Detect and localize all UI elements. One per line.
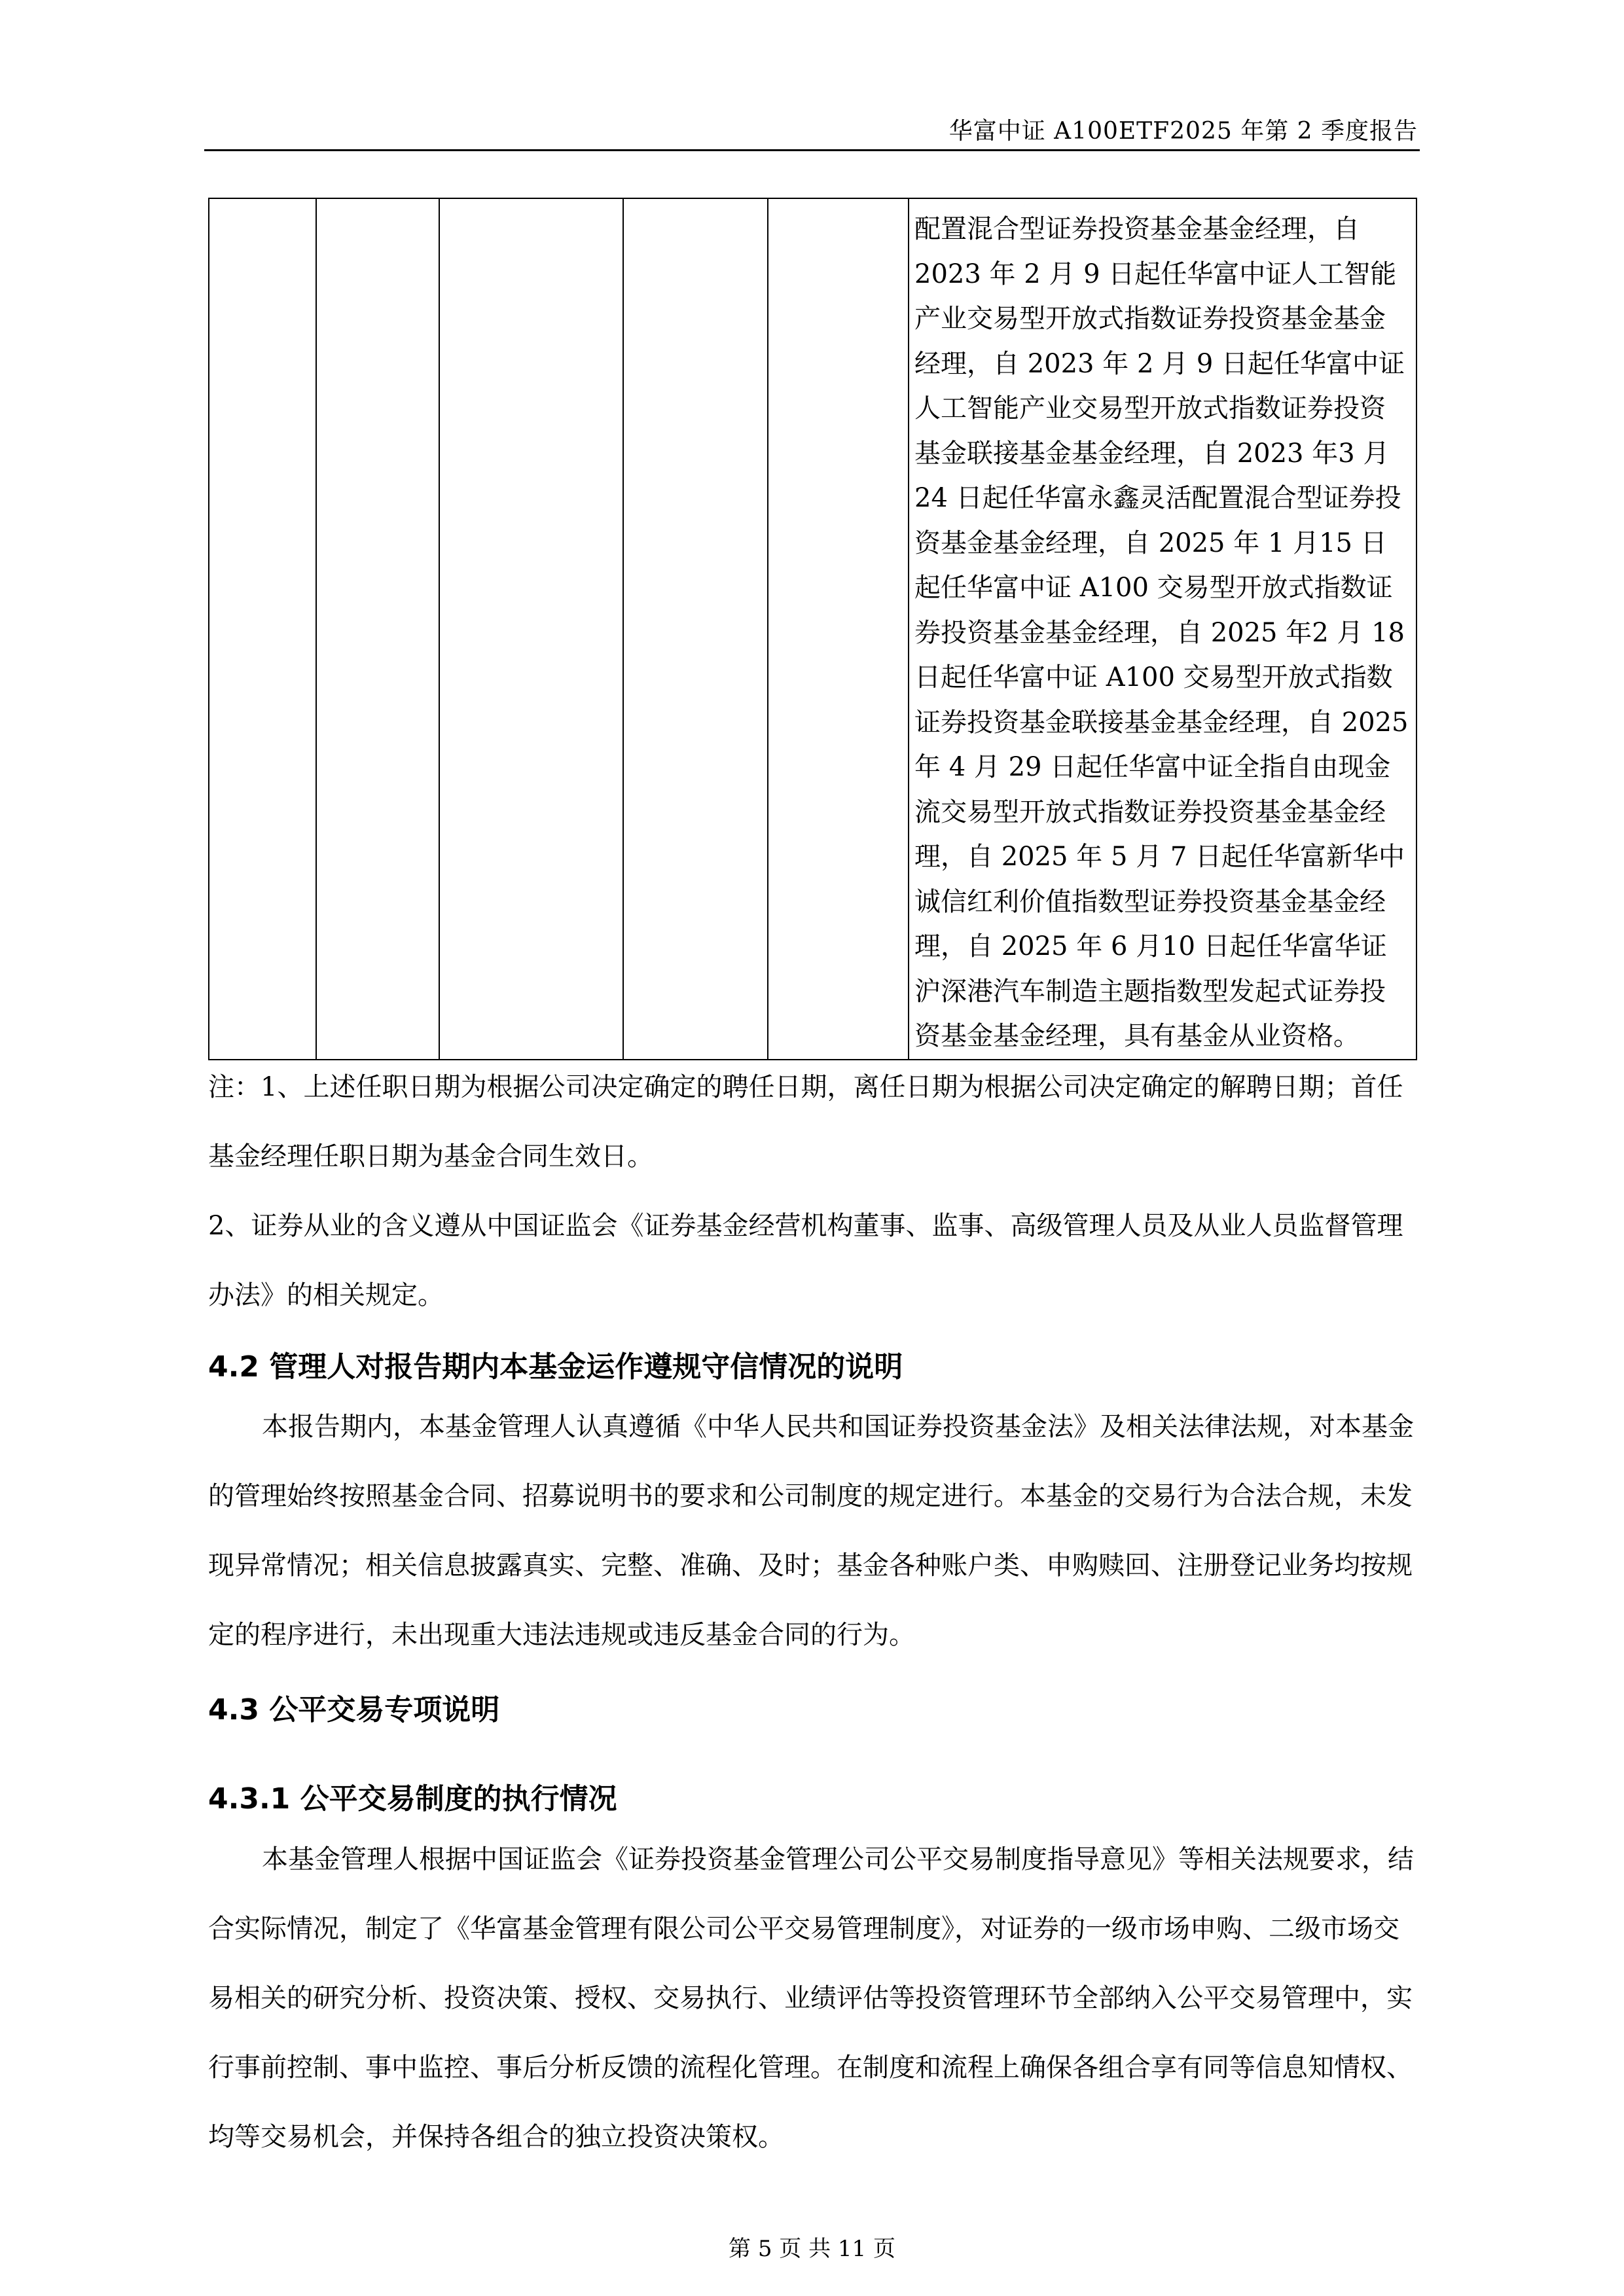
section-4-3-1-body-block xyxy=(208,1825,1416,2172)
header-rule xyxy=(204,149,1420,151)
table-notes xyxy=(208,1052,1416,1330)
fund-manager-table xyxy=(208,198,1417,1060)
section-4-3-heading: 4.3 公平交易专项说明 xyxy=(208,1693,500,1727)
section-4-2-body-block xyxy=(208,1392,1416,1670)
manager-description-text: 配置混合型证券投资基金基金经理，自2023 年 2 月 9 日起任华富中证人工智能产业交易型开放式指数证券投资基金基金经理，自 2023 年 2 月 9 日起任华富中证人工智能产业交易型开放式指数证券投资基金联接基金基金经理，自 2023 年3 月 24 日起任华富永鑫灵活配置混合型证券投资基金基金经理，自 2025 年 1 月15 日起任华富中证 A100 交易型开放式指数证券投资基金基金经理，自 2025 年2 月 18 日起任华富中证 A100 交易型开放式指数证券投资基金联接基金基金经理，自 2025 年 4 月 29 日起任华富中证全指自由现金流交易型开放式指数证券投资基金基金经理，自 2025 年 5 月 7 日起任华富新华中诚信红利价值指数型证券投资基金基金经理，自 2025 年 6 月10 日起任华富华证沪深港汽车制造主题指数型发起式证券投资基金基金经理，具有基金从业资格。 xyxy=(914,214,1409,1051)
table-cell-name xyxy=(209,198,316,1060)
table-cell-years xyxy=(768,198,909,1060)
note-2: 2、证券从业的含义遵从中国证监会《证券基金经营机构董事、监事、高级管理人员及从业人员监督管理办法》的相关规定。 xyxy=(208,1211,1403,1310)
section-4-2-heading: 4.2 管理人对报告期内本基金运作遵规守信情况的说明 xyxy=(208,1350,903,1384)
page-footer: 第 5 页 共 11 页 xyxy=(729,2236,895,2262)
report-header-title: 华富中证 A100ETF2025 年第 2 季度报告 xyxy=(948,118,1418,145)
section-4-2-body: 本报告期内，本基金管理人认真遵循《中华人民共和国证券投资基金法》及相关法律法规，对本基金的管理始终按照基金合同、招募说明书的要求和公司制度的规定进行。本基金的交易行为合法合规，未发现异常情况；相关信息披露真实、完整、准确、及时；基金各种账户类、申购赎回、注册登记业务均按规定的程序进行，未出现重大违法违规或违反基金合同的行为。 xyxy=(208,1412,1414,1650)
table-row xyxy=(209,198,1416,1060)
table-cell-start-date xyxy=(439,198,623,1060)
section-4-3-1-body: 本基金管理人根据中国证监会《证券投资基金管理公司公平交易制度指导意见》等相关法规要求，结合实际情况，制定了《华富基金管理有限公司公平交易管理制度》，对证券的一级市场申购、二级市场交易相关的研究分析、投资决策、授权、交易执行、业绩评估等投资管理环节全部纳入公平交易管理中，实行事前控制、事中监控、事后分析反馈的流程化管理。在制度和流程上确保各组合享有同等信息知情权、均等交易机会，并保持各组合的独立投资决策权。 xyxy=(208,1844,1414,2152)
note-1: 注：1、上述任职日期为根据公司决定确定的聘任日期，离任日期为根据公司决定确定的解聘日期；首任基金经理任职日期为基金合同生效日。 xyxy=(208,1072,1403,1172)
section-4-3-1-heading: 4.3.1 公平交易制度的执行情况 xyxy=(208,1782,617,1816)
table-cell-end-date xyxy=(623,198,768,1060)
table-cell-title xyxy=(316,198,439,1060)
table-cell-description xyxy=(909,198,1416,1060)
